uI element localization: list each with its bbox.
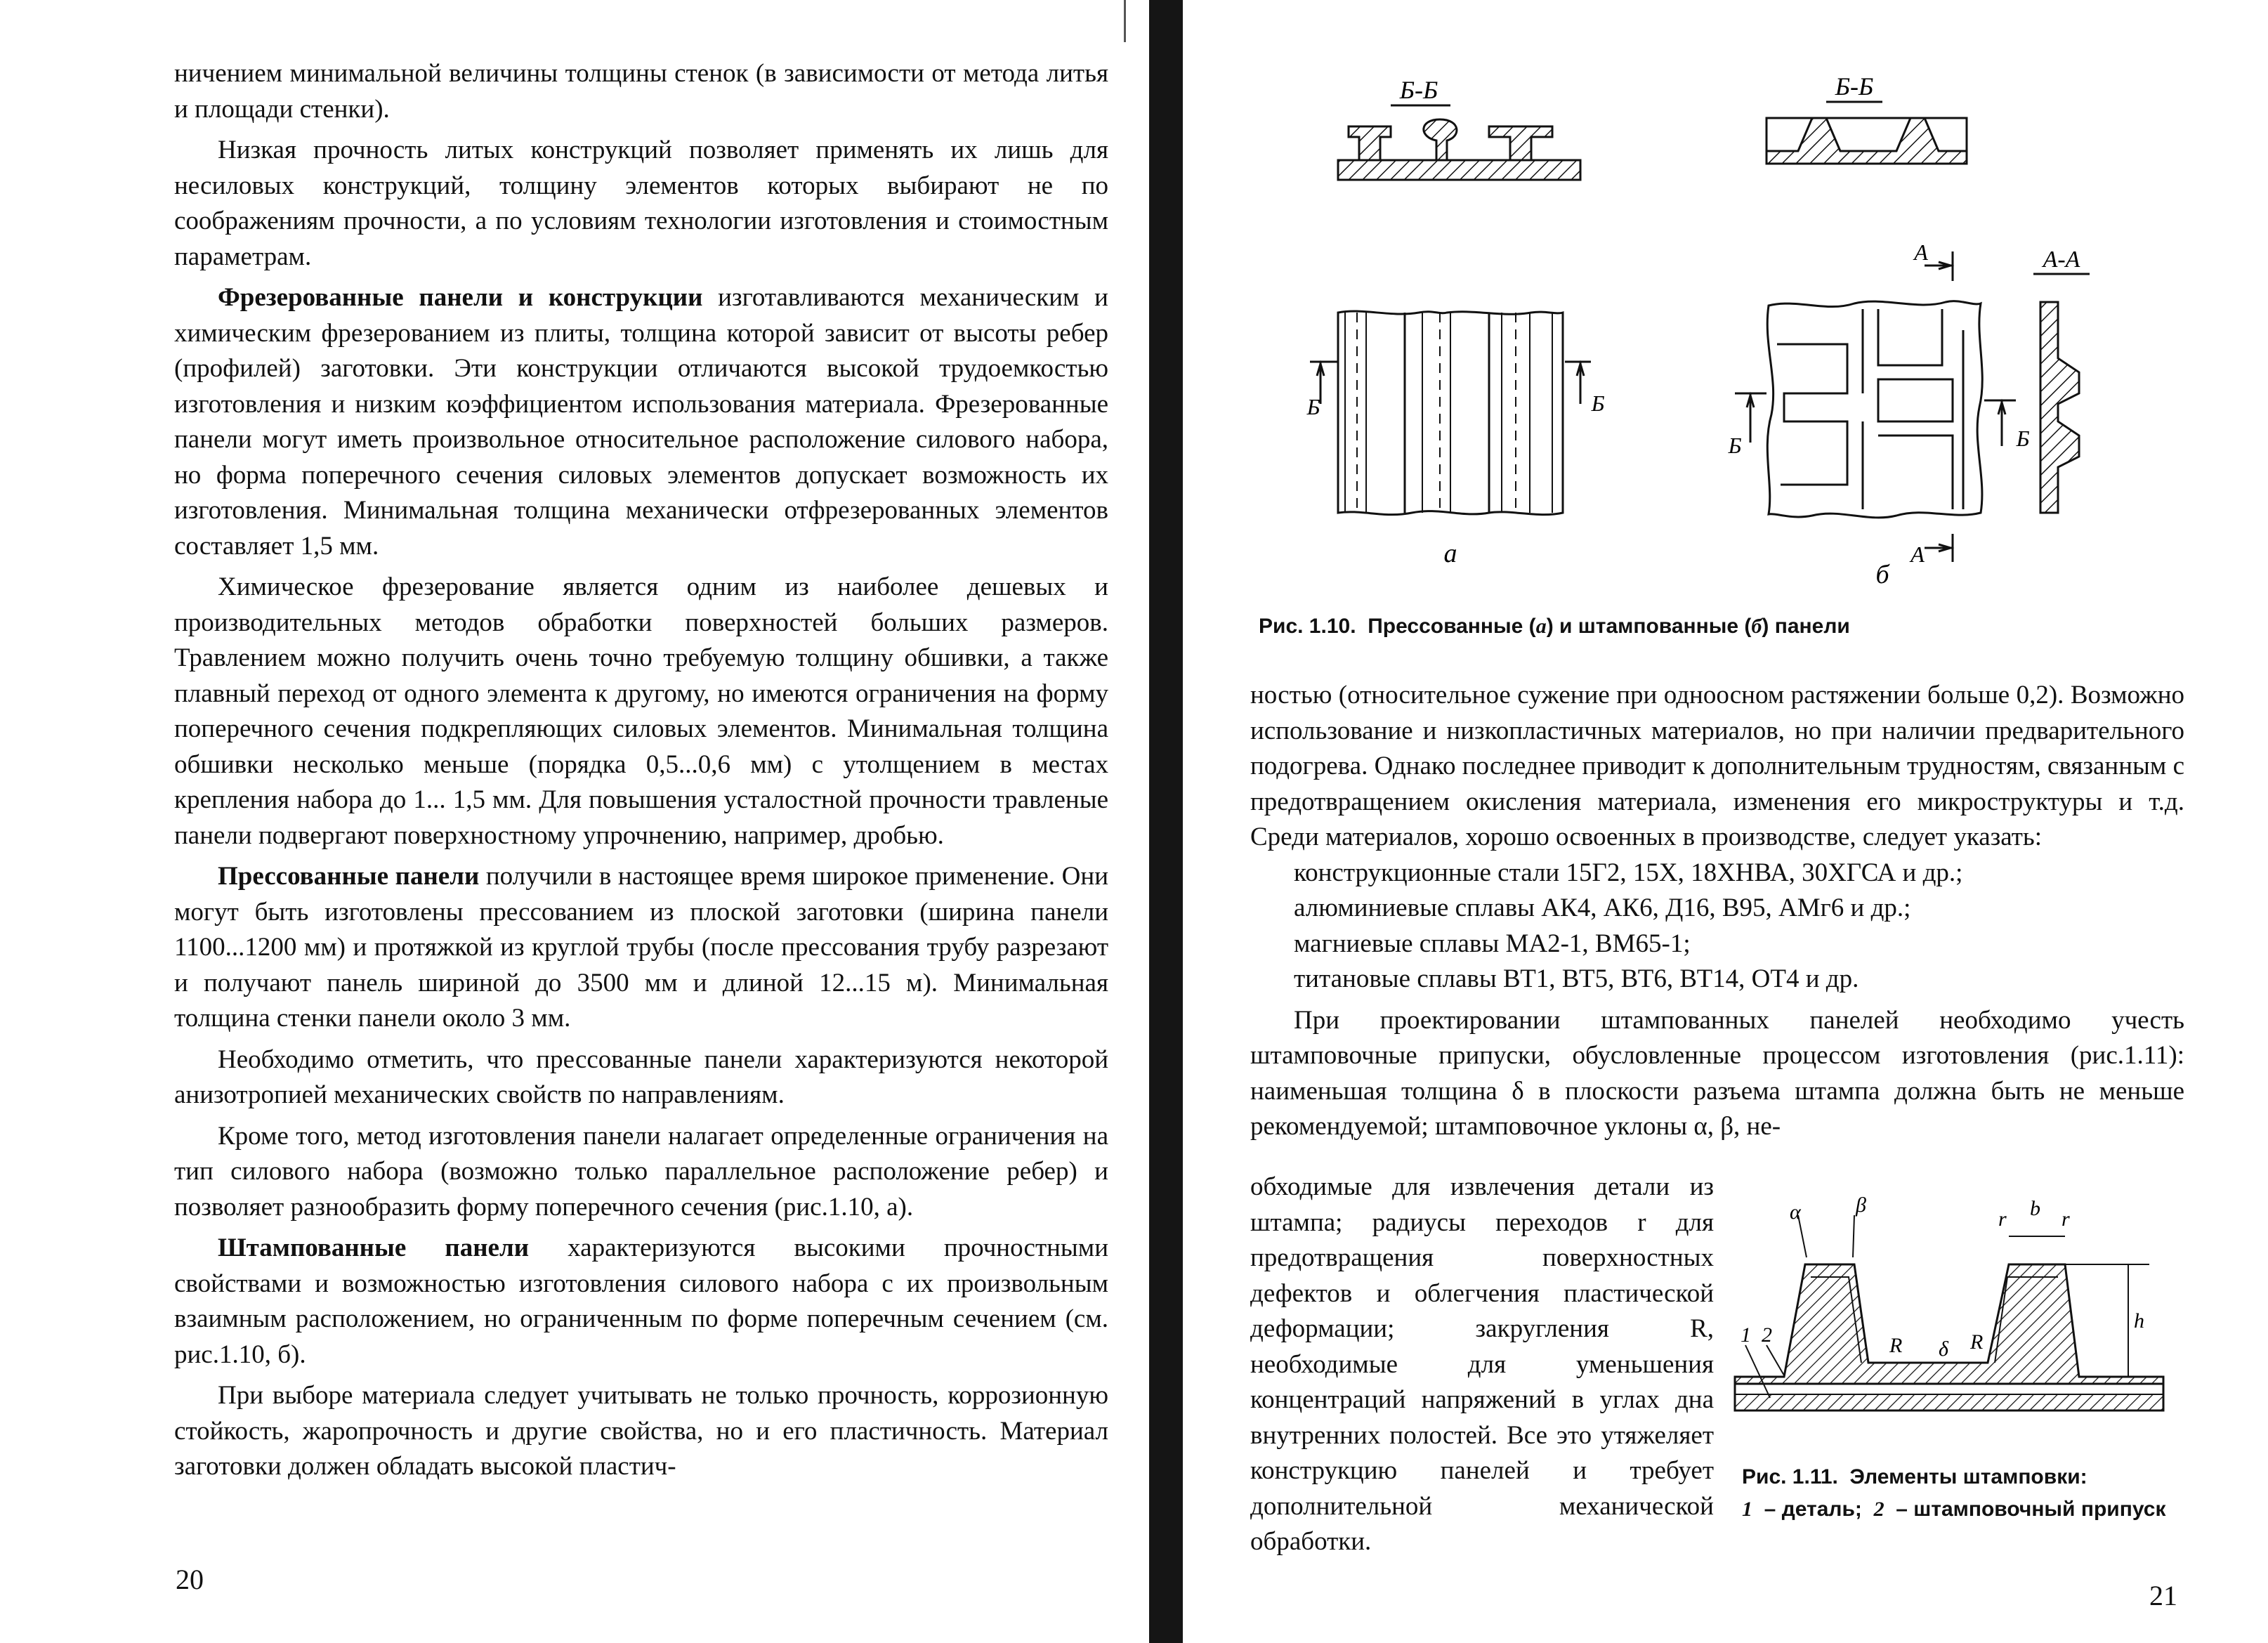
pressed-panel-section xyxy=(1338,76,1580,180)
paragraph: Низкая прочность литых конструкций позволяет применять их лишь для несиловых конструкций, толщину элементов которых выбирают не по соображениям прочности, а по условиям технологии изготовления и стоимостным параметрам. xyxy=(174,136,1108,271)
R-label-2: R xyxy=(1970,1330,1984,1354)
section-mark-a-top: А xyxy=(1914,240,1928,265)
section-mark-a-bottom: А xyxy=(1910,542,1925,567)
section-mark-b-right: Б xyxy=(1591,391,1605,416)
r-label-2: r xyxy=(2061,1207,2070,1231)
figure-1-10 xyxy=(1180,0,2268,618)
right-page-text xyxy=(1250,678,2184,1145)
h-label: h xyxy=(2134,1309,2144,1333)
paragraph: обходимые для извлечения детали из штампа; радиусы переходов r для предотвращения поверхностных дефектов и облегчения пластической деформации; закругления R, необходимые для уменьшения концентраций напряжений в углах дна внутренних полостей. Все это утяжеляет конструкцию панелей и требует дополнительной механической обработки. xyxy=(1250,1172,1714,1556)
list-item: алюминиевые сплавы АК4, АК6, Д16, В95, АМг6 и др.; xyxy=(1294,893,1911,922)
alpha-label: α xyxy=(1790,1200,1801,1224)
paragraph: Прессованные панели получили в настоящее время широкое применение. Они могут быть изготовлены прессованием из плоской заготовки (ширина панели 1100...1200 мм) и протяжкой из круглой трубы (после прессования трубу разрезают и получают панель шириной до 3500 мм и длиной 12...15 м). Минимальная толщина стенки панели около 3 мм. xyxy=(174,862,1108,1033)
stamped-panel-section xyxy=(1766,72,1967,164)
figure-1-11 xyxy=(1728,1187,2220,1482)
left-page-text xyxy=(174,56,1108,1485)
book-spine xyxy=(1149,0,1183,1643)
right-page xyxy=(1180,0,2268,1643)
right-page-wrapped-text xyxy=(1250,1170,1714,1560)
figure-1-11-caption: Рис. 1.11. Элементы штамповки: 1 – деталь; 2 – штамповочный припуск xyxy=(1742,1465,2166,1521)
paragraph: Штампованные панели характеризуются высокими прочностными свойствами и возможностью изготовления силового набора с их произвольным взаимным расположением, но ограниченным по форме поперечным сечением (см. рис.1.10, б). xyxy=(174,1233,1109,1369)
section-label-aa: А-А xyxy=(2043,247,2080,273)
label-1: 1 xyxy=(1741,1323,1751,1347)
list-item: титановые сплавы ВТ1, ВТ5, ВТ6, ВТ14, ОТ4 и др. xyxy=(1294,964,1859,993)
paragraph: Кроме того, метод изготовления панели налагает определенные ограничения на тип силового набора (возможно только параллельное расположение ребер) и позволяет разнообразить форму поперечного сечения (рис.1.10, а). xyxy=(174,1121,1108,1222)
list-item: магниевые сплавы МА2-1, ВМ65-1; xyxy=(1294,929,1691,958)
paragraph: При выборе материала следует учитывать не только прочность, коррозионную стойкость, жаропрочность и другие свойства, но и его пластичность. Материал заготовки должен обладать высокой пластич- xyxy=(174,1381,1108,1481)
paragraph: Необходимо отметить, что прессованные панели характеризуются некоторой анизотропией механических свойств по направлениям. xyxy=(174,1045,1108,1109)
beta-label: β xyxy=(1856,1193,1866,1217)
r-label-1: r xyxy=(1998,1207,2007,1231)
section-label-bb-right: Б-Б xyxy=(1835,72,1874,100)
page-number-left: 20 xyxy=(176,1564,204,1595)
paragraph: Фрезерованные панели и конструкции изготавливаются механическим и химическим фрезерованием из плиты, толщина которой зависит от высоты ребер (профилей) заготовки. Эти конструкции отличаются высокой трудоемкостью изготовления и низким коэффициентом использования материала. Фрезерованные панели могут иметь произвольное относительное расположение силового набора, но форма поперечного сечения силовых элементов допускает возможность их изготовления. Минимальная толщина механически отфрезерованных элементов составляет 1,5 мм. xyxy=(174,283,1108,561)
list-item: конструкционные стали 15Г2, 15Х, 18ХНВА, 30ХГСА и др.; xyxy=(1294,858,1963,887)
paragraph: ничением минимальной величины толщины стенок (в зависимости от метода литья и площади стенки). xyxy=(174,59,1108,124)
subfigure-label-a: а xyxy=(1443,539,1457,568)
paragraph: При проектировании штампованных панелей необходимо учесть штамповочные припуски, обусловленные процессом изготовления (рис.1.11): наименьшая толщина δ в плоскости разъема штампа должна быть не меньше рекомендуемой; штамповочное уклоны α, β, не- xyxy=(1250,1005,2184,1141)
section-mark-b-plan-left: Б xyxy=(1728,433,1742,458)
paragraph: Химическое фрезерование является одним из наиболее дешевых и производительных методов обработки поверхностей больших размеров. Травлением можно получить очень точно требуемую толщину обшивки, а также плавный переход от одного элемента к другому, но имеются ограничения на форму поперечного сечения подкрепляющих силовых элементов. Минимальная толщина обшивки несколько меньше (порядка 0,5...0,6 мм) с утолщением в местах крепления набора до 1... 1,5 мм. Для повышения усталостной прочности травленые панели подвергают поверхностному упрочнению, например, дробью. xyxy=(174,572,1108,850)
section-mark-b-left: Б xyxy=(1306,394,1320,419)
stamped-panel-plan xyxy=(1728,240,2030,589)
delta-label: δ xyxy=(1939,1337,1948,1361)
section-aa xyxy=(2033,247,2090,513)
subfigure-label-b: б xyxy=(1875,560,1889,589)
section-label-bb-left: Б-Б xyxy=(1399,76,1438,104)
figure-1-10-caption: Рис. 1.10. Прессованные (а) и штампованные (б) панели xyxy=(1259,615,1850,638)
label-2: 2 xyxy=(1762,1323,1772,1347)
b-label: b xyxy=(2030,1197,2040,1220)
R-label-1: R xyxy=(1889,1334,1903,1357)
paragraph: ностью (относительное сужение при одноосном растяжении больше 0,2). Возможно использование и низкопластичных материалов, но при наличии предварительного подогрева. Однако последнее приводит к дополнительным трудностям, связанным с предотвращением окисления материала, изменения его микроструктуры и т.д. Среди материалов, хорошо освоенных в производстве, следует указать: xyxy=(1250,681,2184,851)
section-mark-b-plan-right: Б xyxy=(2016,426,2030,451)
pressed-panel-plan xyxy=(1306,311,1605,568)
page-number-right: 21 xyxy=(2149,1580,2177,1611)
